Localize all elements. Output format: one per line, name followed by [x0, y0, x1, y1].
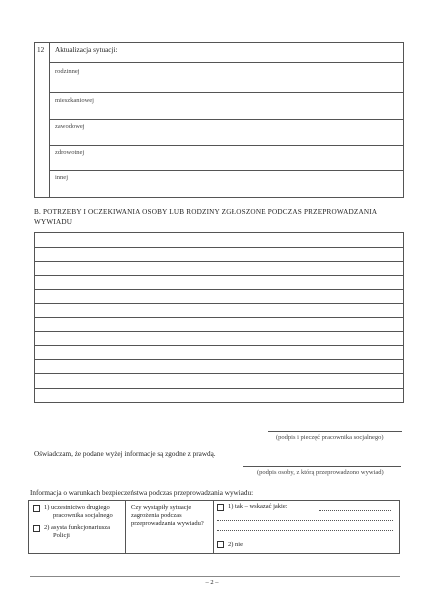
write-line	[35, 275, 403, 276]
row-label-family: rodzinnej	[55, 68, 80, 75]
threat-question-line3: przeprowadzania wywiadu?	[131, 520, 204, 527]
write-line	[35, 261, 403, 262]
row-number-cell	[35, 43, 50, 197]
threat-question-line1: Czy wystąpiły sytuacje	[131, 504, 192, 511]
situation-update-table	[34, 42, 404, 198]
row-label-work: zawodowej	[55, 123, 85, 130]
person-signature-caption: (podpis osoby, z którą przeprowadzono wywiad)	[257, 469, 384, 476]
table-divider	[49, 92, 403, 93]
row-label-housing: mieszkaniowej	[55, 97, 94, 104]
row-number: 12	[37, 46, 45, 54]
table-divider	[49, 119, 403, 120]
option1-label-line2: pracownika socjalnego	[53, 512, 113, 519]
threat-no-label: 2) nie	[228, 541, 243, 548]
page-number: – 2 –	[205, 579, 219, 586]
person-signature-line	[243, 466, 401, 467]
write-line	[35, 388, 403, 389]
threat-yes-checkbox[interactable]	[217, 504, 224, 511]
dotted-line[interactable]	[217, 530, 393, 531]
table-divider	[49, 170, 403, 171]
write-line	[35, 345, 403, 346]
dotted-line[interactable]	[319, 510, 391, 511]
table-divider	[49, 145, 403, 146]
option2-label-line2: Policji	[53, 532, 70, 539]
second-worker-checkbox[interactable]	[33, 505, 40, 512]
row-label-other: innej	[55, 174, 68, 181]
safety-title: Informacja o warunkach bezpieczeństwa podczas przeprowadzania wywiadu:	[30, 489, 254, 497]
table-divider	[125, 501, 126, 553]
threat-yes-label: 1) tak – wskazać jakie:	[228, 503, 288, 510]
option1-label-line1: 1) uczestnictwo drugiego	[44, 504, 110, 511]
needs-lines-box	[34, 232, 404, 403]
threat-no-checkbox[interactable]	[217, 541, 224, 548]
declaration-text: Oświadczam, że podane wyżej informacje są zgodne z prawdą.	[34, 450, 216, 458]
write-line	[35, 247, 403, 248]
section-b-heading: B. POTRZEBY I OCZEKIWANIA OSOBY LUB RODZINY ZGŁOSZONE PODCZAS PRZEPROWADZANIA WYWIADU	[34, 208, 377, 226]
write-line	[35, 303, 403, 304]
dotted-line[interactable]	[217, 520, 393, 521]
situation-update-heading: Aktualizacja sytuacji:	[55, 46, 118, 54]
option2-label-line1: 2) asysta funkcjonariusza	[44, 524, 111, 531]
threat-question-line2: zagrożenia podczas	[131, 512, 182, 519]
police-assist-checkbox[interactable]	[33, 525, 40, 532]
row-label-health: zdrowotnej	[55, 149, 85, 156]
write-line	[35, 359, 403, 360]
worker-signature-caption: (podpis i pieczęć pracownika socjalnego)	[276, 434, 384, 441]
table-divider	[49, 62, 403, 63]
write-line	[35, 373, 403, 374]
safety-table	[28, 500, 400, 554]
footer-divider	[30, 576, 400, 577]
table-divider	[213, 501, 214, 553]
write-line	[35, 331, 403, 332]
write-line	[35, 289, 403, 290]
worker-signature-line	[268, 431, 402, 432]
write-line	[35, 317, 403, 318]
